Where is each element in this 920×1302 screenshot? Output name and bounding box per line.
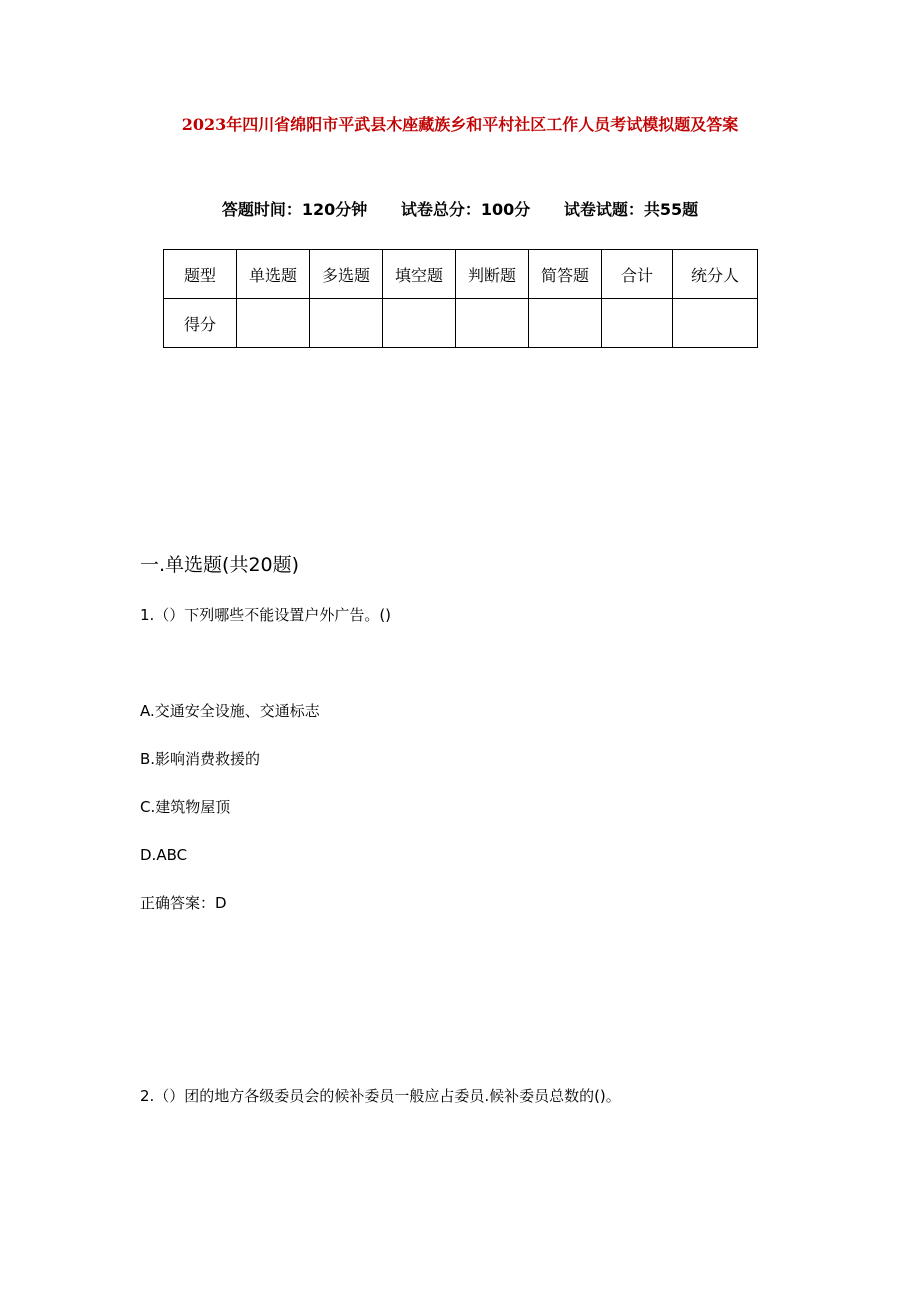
score-table-header-cell: 判断题 <box>456 250 529 299</box>
score-table-header-row <box>164 250 758 299</box>
score-table-score-row <box>164 299 758 348</box>
score-table-header-cell: 题型 <box>164 250 237 299</box>
score-table-header-cell: 填空题 <box>383 250 456 299</box>
exam-info <box>0 198 920 222</box>
score-table-header-cell: 统分人 <box>673 250 758 299</box>
question-option-a: A.交通安全设施、交通标志 <box>140 702 320 720</box>
question-stem: 1.（）下列哪些不能设置户外广告。() <box>140 606 392 624</box>
score-cell <box>602 299 673 348</box>
question-option-c: C.建筑物屋顶 <box>140 798 231 816</box>
score-cell <box>456 299 529 348</box>
score-table-header-cell: 合计 <box>602 250 673 299</box>
document-title: 2023年四川省绵阳市平武县木座藏族乡和平村社区工作人员考试模拟题及答案 <box>181 115 739 134</box>
score-table-header-cell: 单选题 <box>237 250 310 299</box>
score-cell <box>310 299 383 348</box>
question-option-b: B.影响消费救援的 <box>140 750 261 768</box>
score-cell <box>237 299 310 348</box>
score-table-header-cell: 简答题 <box>529 250 602 299</box>
exam-question-count: 试卷试题：共55题 <box>563 200 699 219</box>
score-cell <box>383 299 456 348</box>
score-table <box>163 249 758 348</box>
score-row-label: 得分 <box>164 299 237 348</box>
section-heading: 一.单选题(共20题) <box>140 554 300 576</box>
exam-total-score: 试卷总分：100分 <box>400 200 531 219</box>
exam-time: 答题时间：120分钟 <box>221 200 368 219</box>
score-table-header-cell: 多选题 <box>310 250 383 299</box>
question-stem: 2.（）团的地方各级委员会的候补委员一般应占委员.候补委员总数的()。 <box>140 1087 621 1105</box>
question-option-d: D.ABC <box>140 846 188 864</box>
score-cell <box>529 299 602 348</box>
question-answer: 正确答案：D <box>140 894 227 912</box>
score-cell <box>673 299 758 348</box>
